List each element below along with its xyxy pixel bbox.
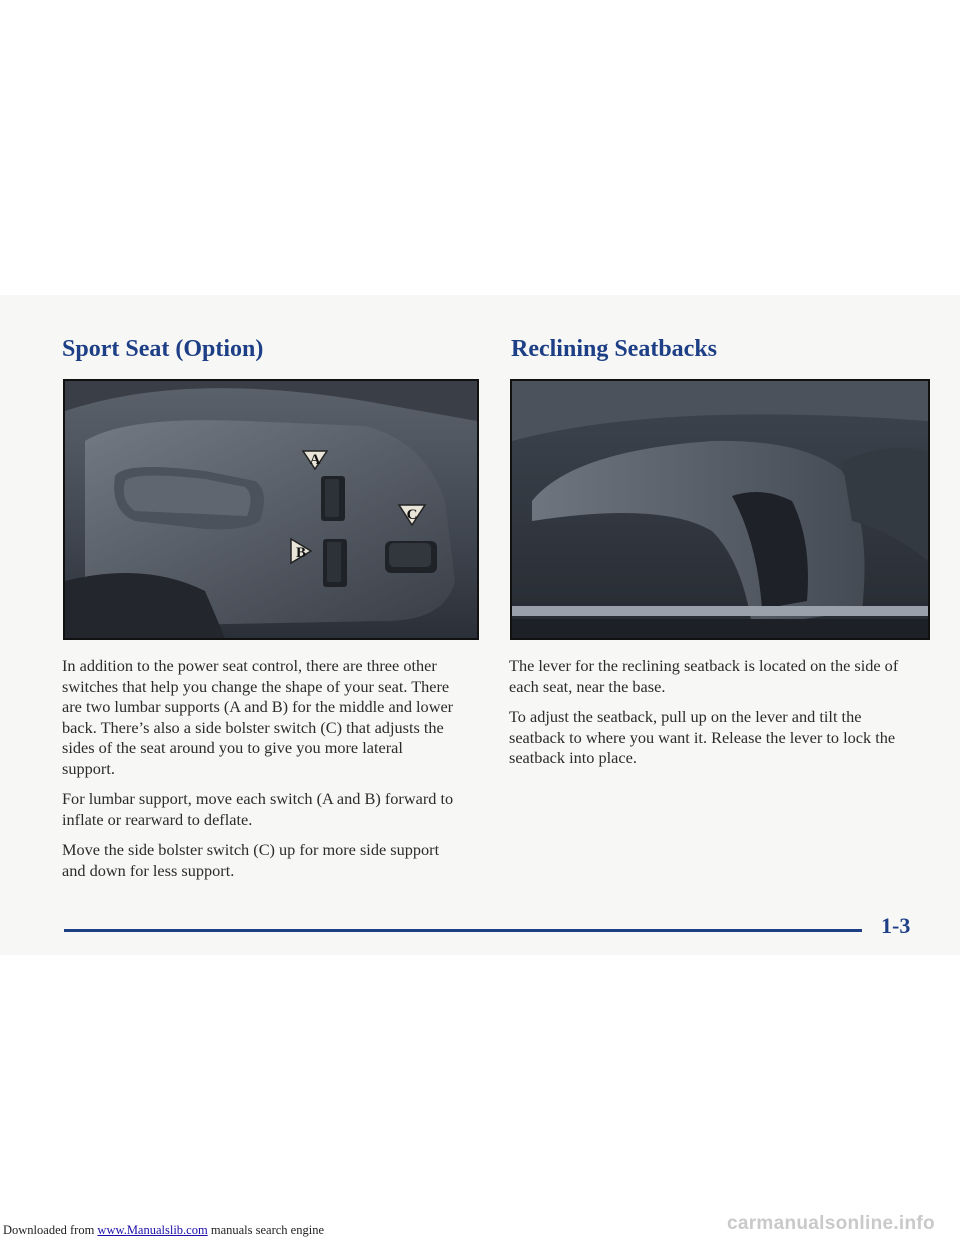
- reclining-seatbacks-text: [509, 656, 914, 779]
- credit-suffix: manuals search engine: [207, 1223, 324, 1237]
- sport-seat-paragraph: Move the side bolster switch (C) up for more side support and down for less support.: [62, 840, 440, 880]
- sport-seat-paragraph: For lumbar support, move each switch (A and B) forward to inflate or rearward to deflate.: [62, 789, 454, 829]
- download-credit: [3, 1223, 324, 1238]
- sport-seat-switches-photo: [63, 379, 479, 640]
- credit-prefix: Downloaded from: [3, 1223, 98, 1237]
- svg-text:A: A: [309, 452, 321, 468]
- svg-text:C: C: [406, 507, 418, 523]
- sport-seat-paragraph: In addition to the power seat control, there are three other switches that help you change the shape of your seat. There are two lumbar supports (A and B) for the middle and lower back. There’s also a side bolster switch (C) that adjusts the sides of the seat around you to give you more lateral support.: [62, 656, 454, 778]
- page-number: 1-3: [881, 913, 911, 938]
- footer-rule: [64, 929, 862, 932]
- watermark: carmanualsonline.info: [727, 1213, 935, 1234]
- sport-seat-text: [62, 656, 457, 891]
- reclining-paragraph: The lever for the reclining seatback is located on the side of each seat, near the base.: [509, 656, 899, 696]
- reclining-paragraph: To adjust the seatback, pull up on the lever and tilt the seatback to where you want it. Release the lever to lock the seatback into place.: [509, 707, 896, 767]
- reclining-seatbacks-heading: Reclining Seatbacks: [511, 336, 718, 362]
- sport-seat-heading: Sport Seat (Option): [62, 336, 264, 362]
- reclining-lever-photo: [510, 379, 930, 640]
- manualslib-link[interactable]: www.Manualslib.com: [97, 1223, 208, 1237]
- svg-text:B: B: [295, 545, 307, 561]
